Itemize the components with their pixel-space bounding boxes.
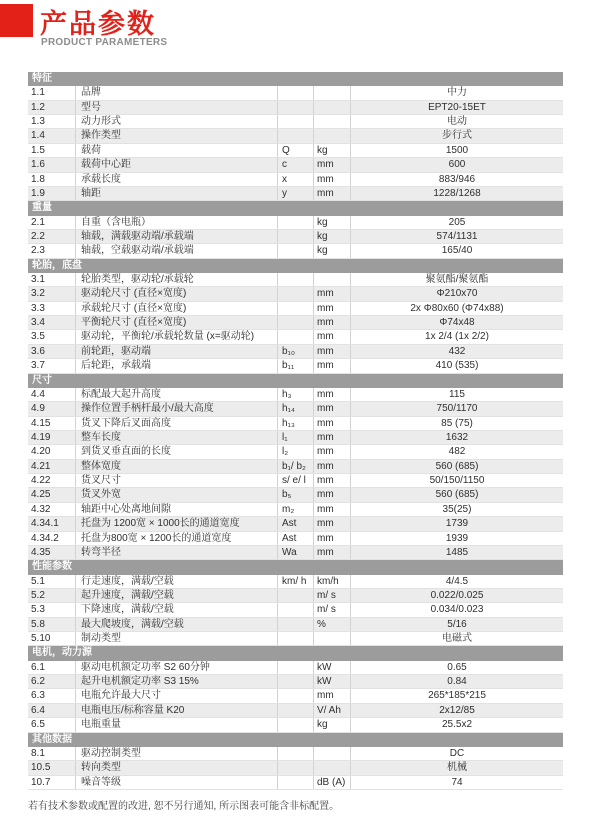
spec-row [28, 488, 563, 502]
row-value: 0.65 [350, 661, 563, 674]
row-value: 5/16 [350, 618, 563, 631]
row-symbol [277, 129, 313, 142]
row-unit [313, 86, 350, 99]
spec-row [28, 359, 563, 373]
row-symbol [277, 86, 313, 99]
row-unit: mm [313, 546, 350, 559]
spec-row [28, 503, 563, 517]
row-description: 电瓶重量 [75, 718, 277, 731]
row-unit [313, 101, 350, 114]
row-unit: kg [313, 144, 350, 157]
spec-row [28, 761, 563, 775]
row-description: 载荷 [75, 144, 277, 157]
row-number: 8.1 [31, 747, 45, 759]
section-header: 性能参数 [28, 560, 563, 574]
row-description: 电瓶电压/标称容量 K20 [75, 704, 277, 717]
row-value: 0.034/0.023 [350, 603, 563, 616]
row-unit: mm [313, 173, 350, 186]
row-value: 机械 [350, 761, 563, 774]
spec-row [28, 618, 563, 632]
row-description: 货叉尺寸 [75, 474, 277, 487]
row-symbol: h₁₃ [277, 417, 313, 430]
row-unit: m/ s [313, 603, 350, 616]
spec-row [28, 603, 563, 617]
spec-table [28, 72, 563, 790]
row-symbol [277, 244, 313, 257]
table-section [28, 733, 563, 790]
row-value: DC [350, 747, 563, 760]
row-number: 4.35 [31, 546, 51, 558]
row-value: 85 (75) [350, 417, 563, 430]
row-number: 6.5 [31, 719, 45, 731]
row-value: 600 [350, 158, 563, 171]
row-description: 承载长度 [75, 173, 277, 186]
row-value: 步行式 [350, 129, 563, 142]
row-symbol [277, 216, 313, 229]
row-description: 转弯半径 [75, 546, 277, 559]
spec-row [28, 244, 563, 258]
row-unit: kW [313, 675, 350, 688]
row-value: 1739 [350, 517, 563, 530]
section-header: 轮胎，底盘 [28, 259, 563, 273]
row-value: 165/40 [350, 244, 563, 257]
row-value: 25.5x2 [350, 718, 563, 731]
row-description: 行走速度，满载/空载 [75, 575, 277, 588]
row-description: 起升速度，满载/空载 [75, 589, 277, 602]
row-description: 驱动轮尺寸 (直径×宽度) [75, 287, 277, 300]
row-description: 平衡轮尺寸 (直径×宽度) [75, 316, 277, 329]
row-description: 到货叉垂直面的长度 [75, 445, 277, 458]
row-symbol [277, 689, 313, 702]
row-value: 2x Φ80x60 (Φ74x88) [350, 302, 563, 315]
row-number: 4.20 [31, 446, 51, 458]
row-unit: mm [313, 158, 350, 171]
row-number: 5.1 [31, 575, 45, 587]
row-symbol [277, 115, 313, 128]
spec-row [28, 532, 563, 546]
row-description: 操作类型 [75, 129, 277, 142]
row-number: 4.34.1 [31, 518, 59, 530]
row-number: 3.2 [31, 288, 45, 300]
row-symbol [277, 101, 313, 114]
row-value: 750/1170 [350, 402, 563, 415]
spec-row [28, 747, 563, 761]
row-description: 型号 [75, 101, 277, 114]
row-unit: mm [313, 316, 350, 329]
row-number: 5.10 [31, 633, 51, 645]
row-symbol: c [277, 158, 313, 171]
spec-row [28, 431, 563, 445]
row-unit: mm [313, 474, 350, 487]
spec-row [28, 546, 563, 560]
row-number: 10.5 [31, 762, 51, 774]
row-number: 2.1 [31, 216, 45, 228]
row-description: 轴载，空载驱动端/承载端 [75, 244, 277, 257]
row-symbol [277, 302, 313, 315]
row-description: 整体宽度 [75, 460, 277, 473]
row-value: 560 (685) [350, 460, 563, 473]
row-number: 4.9 [31, 403, 45, 415]
row-value: 1500 [350, 144, 563, 157]
spec-row [28, 101, 563, 115]
row-number: 1.2 [31, 101, 45, 113]
row-symbol: Wa [277, 546, 313, 559]
row-description: 下降速度，满载/空载 [75, 603, 277, 616]
spec-row [28, 129, 563, 143]
row-number: 4.32 [31, 503, 51, 515]
row-description: 轴距 [75, 187, 277, 200]
row-symbol [277, 330, 313, 343]
row-description: 起升电机额定功率 S3 15% [75, 675, 277, 688]
row-symbol [277, 661, 313, 674]
row-symbol: x [277, 173, 313, 186]
spec-row [28, 661, 563, 675]
spec-row [28, 474, 563, 488]
row-value: 0.022/0.025 [350, 589, 563, 602]
row-number: 4.15 [31, 417, 51, 429]
row-unit [313, 747, 350, 760]
row-unit: kg [313, 216, 350, 229]
row-symbol: s/ e/ l [277, 474, 313, 487]
row-description: 承载轮尺寸 (直径×宽度) [75, 302, 277, 315]
row-unit: V/ Ah [313, 704, 350, 717]
row-value: 35(25) [350, 503, 563, 516]
row-description: 前轮距，驱动端 [75, 345, 277, 358]
row-unit [313, 129, 350, 142]
row-number: 1.4 [31, 130, 45, 142]
row-unit: kg [313, 244, 350, 257]
row-description: 驱动电机额定功率 S2 60分钟 [75, 661, 277, 674]
spec-row [28, 273, 563, 287]
row-number: 2.2 [31, 230, 45, 242]
spec-row [28, 86, 563, 100]
spec-row [28, 302, 563, 316]
row-value: 265*185*215 [350, 689, 563, 702]
row-value: 1939 [350, 532, 563, 545]
row-value: 205 [350, 216, 563, 229]
spec-row [28, 402, 563, 416]
row-description: 操作位置手柄杆最小/最大高度 [75, 402, 277, 415]
row-value: 2x12/85 [350, 704, 563, 717]
row-value: EPT20-15ET [350, 101, 563, 114]
row-unit: % [313, 618, 350, 631]
table-section [28, 560, 563, 646]
row-unit [313, 273, 350, 286]
section-header: 特征 [28, 72, 563, 86]
row-value: 410 (535) [350, 359, 563, 372]
row-number: 3.4 [31, 317, 45, 329]
spec-row [28, 776, 563, 790]
row-unit: mm [313, 345, 350, 358]
row-number: 4.34.2 [31, 532, 59, 544]
row-symbol [277, 618, 313, 631]
spec-row [28, 388, 563, 402]
page-subtitle: PRODUCT PARAMETERS [41, 36, 168, 48]
row-number: 6.3 [31, 690, 45, 702]
row-value: 1485 [350, 546, 563, 559]
row-value: 1x 2/4 (1x 2/2) [350, 330, 563, 343]
row-unit: mm [313, 689, 350, 702]
row-symbol: b₁/ b₂ [277, 460, 313, 473]
row-value: 883/946 [350, 173, 563, 186]
row-description: 标配最大起升高度 [75, 388, 277, 401]
row-description: 轴载，满载驱动端/承载端 [75, 230, 277, 243]
row-symbol: l₁ [277, 431, 313, 444]
spec-row [28, 589, 563, 603]
row-number: 3.1 [31, 274, 45, 286]
row-description: 品牌 [75, 86, 277, 99]
row-unit: mm [313, 417, 350, 430]
row-symbol: km/ h [277, 575, 313, 588]
row-number: 4.21 [31, 460, 51, 472]
row-value: 中力 [350, 86, 563, 99]
spec-row [28, 575, 563, 589]
row-unit: mm [313, 287, 350, 300]
row-number: 4.25 [31, 489, 51, 501]
spec-row [28, 517, 563, 531]
spec-row [28, 330, 563, 344]
row-value: 482 [350, 445, 563, 458]
row-number: 2.3 [31, 245, 45, 257]
row-value: 1632 [350, 431, 563, 444]
row-unit: mm [313, 187, 350, 200]
row-value: 574/1131 [350, 230, 563, 243]
spec-row [28, 158, 563, 172]
row-value: Φ210x70 [350, 287, 563, 300]
row-symbol [277, 589, 313, 602]
row-description: 托盘为 1200宽 × 1000长的通道宽度 [75, 517, 277, 530]
row-value: 560 (685) [350, 488, 563, 501]
row-symbol [277, 603, 313, 616]
spec-row [28, 187, 563, 201]
section-header: 重量 [28, 201, 563, 215]
row-description: 电瓶允许最大尺寸 [75, 689, 277, 702]
row-symbol [277, 273, 313, 286]
row-description: 转向类型 [75, 761, 277, 774]
row-description: 后轮距，承载端 [75, 359, 277, 372]
row-number: 3.3 [31, 302, 45, 314]
row-unit: kg [313, 718, 350, 731]
row-symbol [277, 632, 313, 645]
row-symbol [277, 675, 313, 688]
row-unit [313, 632, 350, 645]
row-symbol [277, 316, 313, 329]
row-symbol [277, 704, 313, 717]
row-symbol: Q [277, 144, 313, 157]
row-unit: kW [313, 661, 350, 674]
row-unit [313, 761, 350, 774]
row-unit: km/h [313, 575, 350, 588]
row-value: 聚氨酯/聚氨酯 [350, 273, 563, 286]
row-value: 1228/1268 [350, 187, 563, 200]
row-symbol: l₂ [277, 445, 313, 458]
table-section [28, 646, 563, 732]
spec-row [28, 632, 563, 646]
section-header: 其他数据 [28, 733, 563, 747]
row-number: 10.7 [31, 776, 51, 788]
row-number: 1.1 [31, 87, 45, 99]
table-section [28, 259, 563, 374]
row-value: 电动 [350, 115, 563, 128]
row-number: 5.3 [31, 604, 45, 616]
row-symbol [277, 287, 313, 300]
row-value: 115 [350, 388, 563, 401]
row-number: 6.4 [31, 704, 45, 716]
row-number: 1.9 [31, 187, 45, 199]
spec-row [28, 173, 563, 187]
row-value: Φ74x48 [350, 316, 563, 329]
section-header: 电机，动力源 [28, 646, 563, 660]
row-unit: mm [313, 302, 350, 315]
spec-row [28, 287, 563, 301]
row-unit: mm [313, 388, 350, 401]
row-unit: mm [313, 517, 350, 530]
row-unit: mm [313, 359, 350, 372]
row-symbol [277, 230, 313, 243]
row-unit: mm [313, 488, 350, 501]
row-symbol [277, 718, 313, 731]
row-number: 6.2 [31, 676, 45, 688]
spec-row [28, 445, 563, 459]
row-unit: mm [313, 460, 350, 473]
spec-row [28, 144, 563, 158]
row-number: 3.5 [31, 331, 45, 343]
row-description: 自重（含电瓶） [75, 216, 277, 229]
red-square-icon [0, 4, 33, 37]
row-unit [313, 115, 350, 128]
row-number: 1.6 [31, 159, 45, 171]
row-symbol [277, 776, 313, 789]
row-symbol: b₁₀ [277, 345, 313, 358]
spec-row [28, 115, 563, 129]
row-value: 4/4.5 [350, 575, 563, 588]
row-description: 最大爬坡度，满载/空载 [75, 618, 277, 631]
row-number: 6.1 [31, 661, 45, 673]
row-description: 轴距中心处离地间隙 [75, 503, 277, 516]
row-symbol: h₃ [277, 388, 313, 401]
row-number: 1.5 [31, 144, 45, 156]
row-unit: mm [313, 503, 350, 516]
row-value: 432 [350, 345, 563, 358]
row-unit: mm [313, 330, 350, 343]
section-header: 尺寸 [28, 374, 563, 388]
row-number: 5.2 [31, 589, 45, 601]
row-description: 动力形式 [75, 115, 277, 128]
row-description: 轮胎类型，驱动轮/承载轮 [75, 273, 277, 286]
footnote: 若有技术参数或配置的改进, 恕不另行通知, 所示图表可能含非标配置。 [28, 801, 340, 812]
spec-row [28, 689, 563, 703]
spec-row [28, 417, 563, 431]
row-unit: m/ s [313, 589, 350, 602]
row-symbol: m₂ [277, 503, 313, 516]
row-unit: dB (A) [313, 776, 350, 789]
row-symbol [277, 761, 313, 774]
row-number: 4.4 [31, 388, 45, 400]
row-number: 3.6 [31, 345, 45, 357]
row-description: 托盘为800宽 × 1200长的通道宽度 [75, 532, 277, 545]
spec-row [28, 704, 563, 718]
row-value: 74 [350, 776, 563, 789]
row-description: 制动类型 [75, 632, 277, 645]
spec-row [28, 460, 563, 474]
row-unit: mm [313, 402, 350, 415]
row-description: 货叉外宽 [75, 488, 277, 501]
row-description: 载荷中心距 [75, 158, 277, 171]
spec-row [28, 216, 563, 230]
row-symbol: b₅ [277, 488, 313, 501]
row-description: 货叉下降后叉面高度 [75, 417, 277, 430]
row-number: 1.8 [31, 173, 45, 185]
row-symbol: h₁₄ [277, 402, 313, 415]
row-number: 4.19 [31, 431, 51, 443]
spec-row [28, 230, 563, 244]
row-value: 50/150/1150 [350, 474, 563, 487]
table-section [28, 72, 563, 201]
table-section [28, 374, 563, 561]
row-symbol: Ast [277, 517, 313, 530]
row-description: 整车长度 [75, 431, 277, 444]
row-description: 驱动控制类型 [75, 747, 277, 760]
row-symbol [277, 747, 313, 760]
row-unit: kg [313, 230, 350, 243]
row-unit: mm [313, 431, 350, 444]
row-description: 噪音等级 [75, 776, 277, 789]
row-description: 驱动轮，平衡轮/承载轮数量 (x=驱动轮) [75, 330, 277, 343]
row-unit: mm [313, 445, 350, 458]
spec-row [28, 718, 563, 732]
row-number: 5.8 [31, 618, 45, 630]
row-number: 3.7 [31, 360, 45, 372]
row-value: 0.84 [350, 675, 563, 688]
table-section [28, 201, 563, 258]
spec-row [28, 675, 563, 689]
row-value: 电磁式 [350, 632, 563, 645]
row-symbol: b₁₁ [277, 359, 313, 372]
row-unit: mm [313, 532, 350, 545]
row-symbol: Ast [277, 532, 313, 545]
spec-row [28, 316, 563, 330]
row-number: 4.22 [31, 475, 51, 487]
row-symbol: y [277, 187, 313, 200]
row-number: 1.3 [31, 116, 45, 128]
page-title: 产品参数 [40, 9, 156, 39]
spec-row [28, 345, 563, 359]
